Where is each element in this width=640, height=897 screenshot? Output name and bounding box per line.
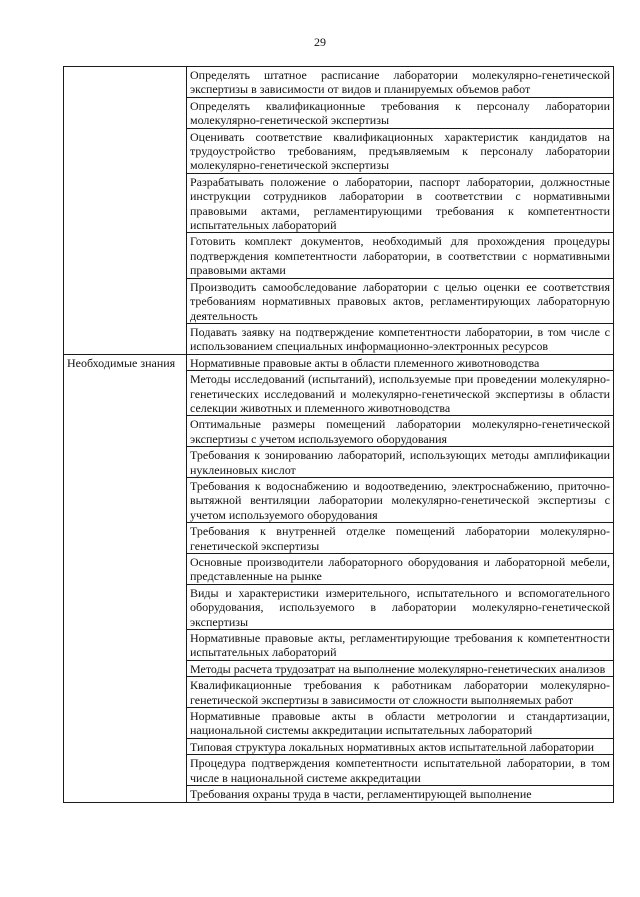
row-text-cell: Подавать заявку на подтверждение компетентности лаборатории, в том числе с использованием специальных информационно-электронных ресурсов: [187, 323, 614, 354]
requirements-table: [63, 66, 614, 803]
row-text-cell: Процедура подтверждения компетентности испытательной лаборатории, в том числе в национальной системе аккредитации: [187, 755, 614, 786]
row-text-cell: Определять квалификационные требования к персоналу лаборатории молекулярно-генетической экспертизы: [187, 97, 614, 128]
row-text-cell: Квалификационные требования к работникам лаборатории молекулярно-генетической экспертизы в зависимости от сложности выполняемых работ: [187, 677, 614, 708]
table-row: [64, 354, 614, 370]
row-text-cell: Требования к внутренней отделке помещений лаборатории молекулярно-генетической экспертизы: [187, 523, 614, 554]
row-text-cell: Нормативные правовые акты в области племенного животноводства: [187, 354, 614, 370]
row-text-cell: Требования к зонированию лабораторий, использующих методы амплификации нуклеиновых кислот: [187, 447, 614, 478]
row-text-cell: Нормативные правовые акты в области метрологии и стандартизации, национальной системы аккредитации испытательных лабораторий: [187, 708, 614, 739]
row-text-cell: Определять штатное расписание лаборатории молекулярно-генетической экспертизы в зависимости от видов и планируемых объемов работ: [187, 67, 614, 98]
row-text-cell: Типовая структура локальных нормативных актов испытательной лаборатории: [187, 738, 614, 754]
row-text-cell: Виды и характеристики измерительного, испытательного и вспомогательного оборудования, используемого в лаборатории молекулярно-генетической экспертизы: [187, 584, 614, 629]
table-body: [64, 67, 614, 803]
row-text-cell: Готовить комплект документов, необходимый для прохождения процедуры подтверждения компетентности лаборатории, в соответствии с нормативными правовыми актами: [187, 233, 614, 278]
row-label-cell: [64, 67, 187, 355]
table-row: [64, 67, 614, 98]
row-text-cell: Требования охраны труда в части, регламентирующей выполнение: [187, 786, 614, 802]
row-text-cell: Оптимальные размеры помещений лаборатории молекулярно-генетической экспертизы с учетом используемого оборудования: [187, 416, 614, 447]
row-text-cell: Требования к водоснабжению и водоотведению, электроснабжению, приточно-вытяжной вентиляции лаборатории молекулярно-генетической экспертизы с учетом используемого оборудования: [187, 477, 614, 522]
row-text-cell: Разрабатывать положение о лаборатории, паспорт лаборатории, должностные инструкции сотрудников лаборатории в соответствии с нормативными правовыми актами, регламентирующими требования к компетентности испытательных лабораторий: [187, 173, 614, 233]
row-text-cell: Методы исследований (испытаний), используемые при проведении молекулярно-генетических исследований и молекулярно-генетической экспертизы в области селекции животных и племенного животноводства: [187, 371, 614, 416]
row-label-cell: Необходимые знания: [64, 354, 187, 802]
row-text-cell: Оценивать соответствие квалификационных характеристик кандидатов на трудоустройство требованиям, предъявляемым к персоналу лаборатории молекулярно-генетической экспертизы: [187, 128, 614, 173]
row-text-cell: Методы расчета трудозатрат на выполнение молекулярно-генетических анализов: [187, 660, 614, 676]
row-text-cell: Основные производители лабораторного оборудования и лабораторной мебели, представленные на рынке: [187, 554, 614, 585]
row-text-cell: Производить самообследование лаборатории с целью оценки ее соответствия требованиям нормативных правовых актов, регламентирующих лабораторную деятельность: [187, 278, 614, 323]
row-text-cell: Нормативные правовые акты, регламентирующие требования к компетентности испытательных лабораторий: [187, 630, 614, 661]
page-number: 29: [314, 35, 326, 49]
